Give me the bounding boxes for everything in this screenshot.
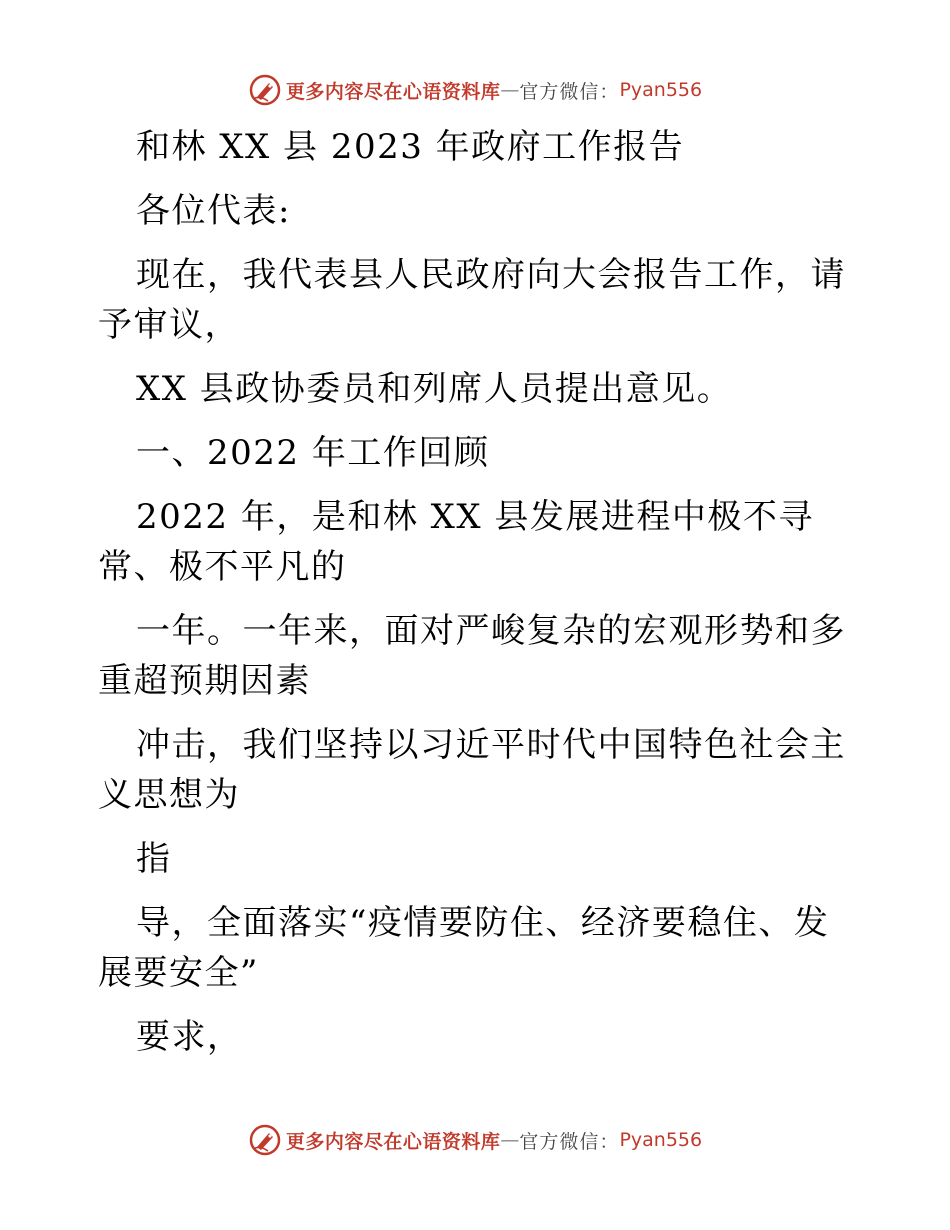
watermark-official-label: 官方微信： xyxy=(519,80,620,103)
document-title: 和林 XX 县 2023 年政府工作报告 xyxy=(136,127,685,167)
watermark-dash: — xyxy=(500,79,520,101)
paragraph: 导，全面落实“疫情要防住、经济要稳住、发展要安全” xyxy=(98,903,830,993)
watermark-wechat-id: Pyan556 xyxy=(619,1129,703,1151)
watermark-title: 更多内容尽在心语资料库 xyxy=(285,80,501,103)
watermark-footer xyxy=(0,1120,950,1160)
pen-nib-logo-icon xyxy=(248,1123,282,1157)
watermark-wechat-id: Pyan556 xyxy=(619,79,703,101)
paragraph: 现在，我代表县人民政府向大会报告工作，请予审议， xyxy=(98,255,846,345)
watermark-title: 更多内容尽在心语资料库 xyxy=(285,1130,501,1153)
paragraph: 一年。一年来，面对严峻复杂的宏观形势和多重超预期因素 xyxy=(98,611,846,701)
watermark-dash: — xyxy=(500,1129,520,1151)
paragraph: 冲击，我们坚持以习近平时代中国特色社会主义思想为 xyxy=(98,725,846,815)
document-body xyxy=(98,122,858,1076)
salutation: 各位代表: xyxy=(136,191,291,231)
paragraph: 2022 年，是和林 XX 县发展进程中极不寻常、极不平凡的 xyxy=(98,497,814,587)
paragraph: 要求， xyxy=(136,1017,243,1057)
pen-nib-logo-icon xyxy=(248,73,282,107)
section-heading: 一、2022 年工作回顾 xyxy=(136,433,490,473)
paragraph: 指 xyxy=(136,839,172,879)
watermark-official-label: 官方微信： xyxy=(519,1130,620,1153)
watermark-header xyxy=(0,70,950,110)
paragraph: XX 县政协委员和列席人员提出意见。 xyxy=(136,369,733,409)
